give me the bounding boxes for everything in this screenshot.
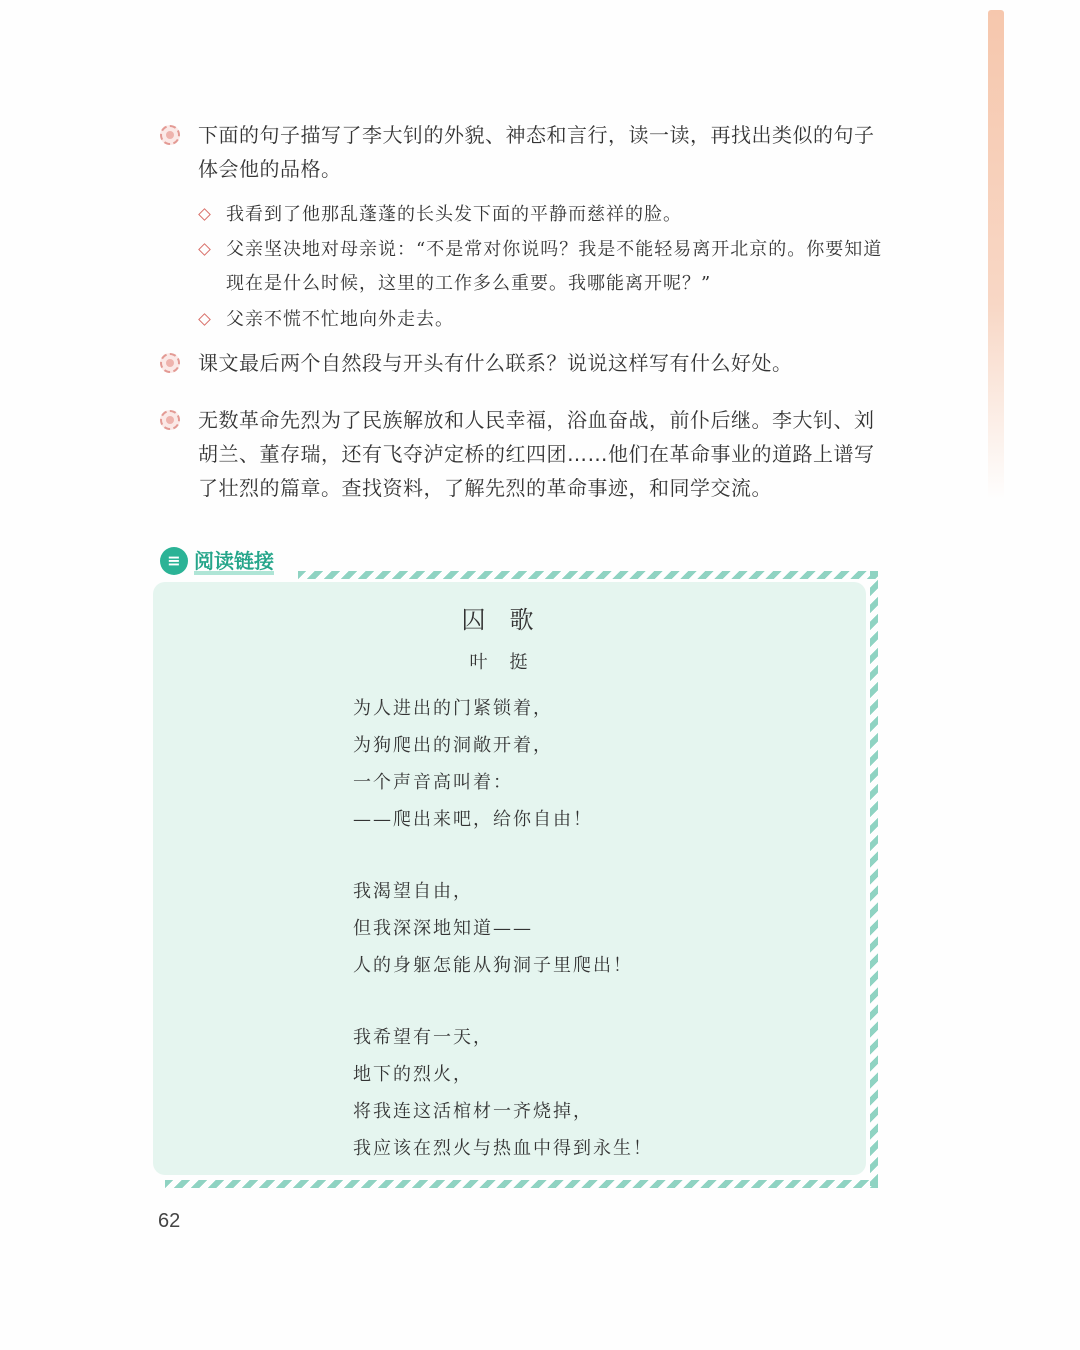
dashed-border-right	[870, 571, 878, 1186]
poem-line: 人的身躯怎能从狗洞子里爬出！	[353, 955, 633, 976]
exercise-marker-icon	[160, 125, 180, 145]
side-tab-decoration	[988, 10, 1004, 500]
sentence-2-text: 父亲坚决地对母亲说：“不是常对你说吗？我是不能轻易离开北京的。你要知道现在是什么时候，这里的工作多么重要。我哪能离开呢？”	[226, 239, 883, 294]
poem-line: 我应该在烈火与热血中得到永生！	[353, 1138, 653, 1159]
exercise-marker-icon	[160, 353, 180, 373]
exercise-3-text: 无数革命先烈为了民族解放和人民幸福，浴血奋战，前仆后继。李大钊、刘胡兰、董存瑞，还有飞夺泸定桥的红四团……他们在革命事业的道路上谱写了壮烈的篇章。查找资料，了解先烈的革命事迹，和同学交流。	[198, 408, 875, 500]
page-number: 62	[158, 1210, 181, 1232]
poem-line: ——爬出来吧，给你自由！	[353, 809, 593, 830]
poem-line: 一个声音高叫着：	[353, 772, 513, 793]
poem-title: 囚歌	[461, 606, 558, 634]
dashed-border-top	[298, 571, 878, 579]
sentence-1-text: 我看到了他那乱蓬蓬的长头发下面的平静而慈祥的脸。	[226, 204, 682, 225]
poem-line: 为狗爬出的洞敞开着，	[353, 735, 553, 756]
exercise-marker-icon	[160, 410, 180, 430]
exercise-1	[160, 118, 875, 186]
diamond-bullet-icon	[198, 313, 211, 326]
exercise-2	[160, 346, 875, 380]
exercise-2-text: 课文最后两个自然段与开头有什么联系？说说这样写有什么好处。	[198, 351, 793, 375]
sentence-2	[200, 233, 890, 301]
poem-line: 但我深深地知道——	[353, 918, 533, 939]
sentence-1	[200, 198, 890, 232]
sentence-3	[200, 303, 890, 337]
poem-line: 我渴望自由，	[353, 881, 473, 902]
dashed-border-bottom	[165, 1180, 878, 1188]
book-icon: ≡	[160, 547, 188, 575]
sentence-3-text: 父亲不慌不忙地向外走去。	[226, 309, 454, 330]
reading-link-title: 阅读链接	[194, 545, 274, 577]
diamond-bullet-icon	[198, 243, 211, 256]
poem-line: 将我连这活棺材一齐烧掉，	[353, 1101, 593, 1122]
poem-line: 为人进出的门紧锁着，	[353, 698, 553, 719]
poem-box	[153, 582, 866, 1175]
poem-author: 叶挺	[469, 652, 550, 673]
diamond-bullet-icon	[198, 208, 211, 221]
exercise-1-text: 下面的句子描写了李大钊的外貌、神态和言行，读一读，再找出类似的句子体会他的品格。	[198, 123, 875, 181]
poem-line: 地下的烈火，	[353, 1064, 473, 1085]
poem-line: 我希望有一天，	[353, 1027, 493, 1048]
exercise-3	[160, 403, 875, 505]
